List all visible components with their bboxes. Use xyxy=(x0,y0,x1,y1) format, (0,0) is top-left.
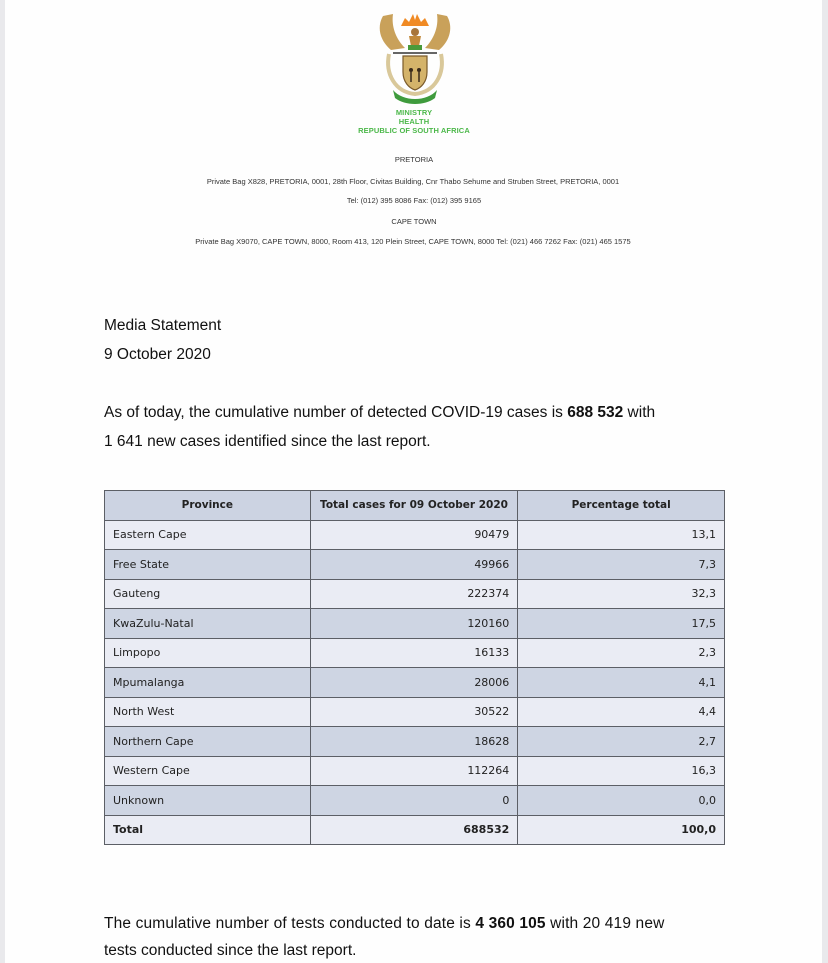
percentage-cell: 13,1 xyxy=(518,520,725,550)
pretoria-label: PRETORIA xyxy=(394,155,434,164)
table-row xyxy=(105,520,725,550)
table-row xyxy=(105,638,725,668)
table-row xyxy=(105,786,725,816)
table-header-row xyxy=(105,491,725,521)
table-row xyxy=(105,727,725,757)
percentage-cell: 100,0 xyxy=(518,815,725,845)
province-cases-table xyxy=(104,490,725,845)
statement-type: Media Statement xyxy=(104,317,222,334)
province-cell: Gauteng xyxy=(105,579,311,609)
table-row xyxy=(105,609,725,639)
coat-of-arms-icon xyxy=(375,4,455,106)
table-row xyxy=(105,697,725,727)
province-cell: KwaZulu-Natal xyxy=(105,609,311,639)
cases-cell: 90479 xyxy=(310,520,518,550)
capetown-address: Private Bag X9070, CAPE TOWN, 8000, Room 413, 120 Plein Street, CAPE TOWN, 8000 Tel: (021) 466 7262 Fax: (021) 465 1575 xyxy=(195,237,631,246)
pretoria-contact: Tel: (012) 395 8086 Fax: (012) 395 9165 xyxy=(346,196,482,205)
cases-cell: 222374 xyxy=(310,579,518,609)
cases-cell: 112264 xyxy=(310,756,518,786)
province-cell: Limpopo xyxy=(105,638,311,668)
ministry-line-2: HEALTH xyxy=(398,117,430,126)
tests-paragraph-line-2: tests conducted since the last report. xyxy=(104,942,357,959)
tests-text-post: with 20 419 new xyxy=(545,915,665,932)
cases-paragraph-line-2: 1 641 new cases identified since the last report. xyxy=(104,433,431,450)
table-row xyxy=(105,579,725,609)
ministry-line-3: REPUBLIC OF SOUTH AFRICA xyxy=(358,126,470,135)
percentage-cell: 16,3 xyxy=(518,756,725,786)
cases-cell: 49966 xyxy=(310,550,518,580)
province-cell: Mpumalanga xyxy=(105,668,311,698)
cases-cell: 120160 xyxy=(310,609,518,639)
province-cell: North West xyxy=(105,697,311,727)
cumulative-tests-value: 4 360 105 xyxy=(475,915,546,932)
percentage-cell: 2,3 xyxy=(518,638,725,668)
pretoria-address: Private Bag X828, PRETORIA, 0001, 28th Floor, Civitas Building, Cnr Thabo Sehume and Struben Street, PRETORIA, 0001 xyxy=(206,177,620,186)
percentage-cell: 7,3 xyxy=(518,550,725,580)
table-total-row xyxy=(105,815,725,845)
cases-cell: 18628 xyxy=(310,727,518,757)
capetown-label: CAPE TOWN xyxy=(391,217,437,226)
tests-paragraph-line-1 xyxy=(104,914,664,934)
cases-cell: 30522 xyxy=(310,697,518,727)
province-cell: Unknown xyxy=(105,786,311,816)
province-cell: Free State xyxy=(105,550,311,580)
cases-cell: 688532 xyxy=(310,815,518,845)
ministry-line-1: MINISTRY xyxy=(395,108,433,117)
header-total-cases: Total cases for 09 October 2020 xyxy=(310,491,518,521)
table-row xyxy=(105,668,725,698)
header-province: Province xyxy=(105,491,311,521)
table-row xyxy=(105,550,725,580)
header-percentage: Percentage total xyxy=(518,491,725,521)
province-cell: Total xyxy=(105,815,311,845)
tests-text-pre: The cumulative number of tests conducted to date is xyxy=(104,915,476,932)
cases-paragraph-line-1 xyxy=(104,403,655,423)
percentage-cell: 32,3 xyxy=(518,579,725,609)
cases-cell: 16133 xyxy=(310,638,518,668)
cases-text-post: with xyxy=(623,404,656,421)
cumulative-cases-value: 688 532 xyxy=(567,404,624,421)
cases-cell: 28006 xyxy=(310,668,518,698)
percentage-cell: 4,1 xyxy=(518,668,725,698)
cases-cell: 0 xyxy=(310,786,518,816)
percentage-cell: 17,5 xyxy=(518,609,725,639)
statement-date: 9 October 2020 xyxy=(104,346,211,363)
province-cell: Eastern Cape xyxy=(105,520,311,550)
cases-text-pre: As of today, the cumulative number of detected COVID-19 cases is xyxy=(104,404,568,421)
province-cell: Northern Cape xyxy=(105,727,311,757)
percentage-cell: 4,4 xyxy=(518,697,725,727)
table-row xyxy=(105,756,725,786)
percentage-cell: 2,7 xyxy=(518,727,725,757)
percentage-cell: 0,0 xyxy=(518,786,725,816)
province-cell: Western Cape xyxy=(105,756,311,786)
